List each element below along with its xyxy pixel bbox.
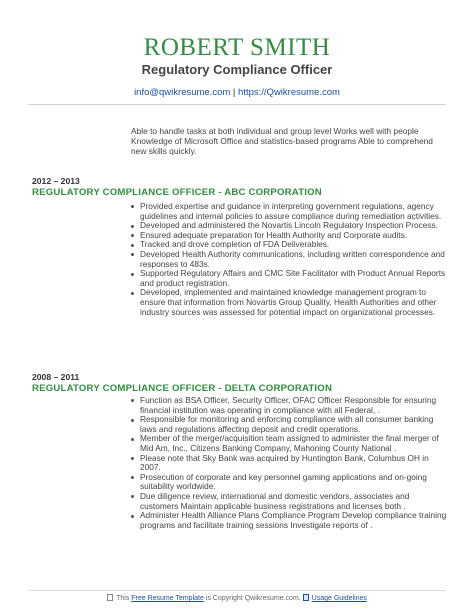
footer-prefix: This <box>116 595 132 602</box>
list-item: Tracked and drove completion of FDA Deliverables. <box>131 240 449 250</box>
list-item: Responsible for monitoring and enforcing compliance with all consumer banking laws and regulations affecting deposit and credit operations. <box>131 415 449 434</box>
footer <box>0 594 474 602</box>
document-icon <box>107 594 113 601</box>
candidate-name: ROBERT SMITH <box>143 34 331 61</box>
list-item: Administer Health Alliance Plans Compliance Program Develop compliance training programs and facilitate training sessions Investigate reports of . <box>131 511 449 530</box>
header-divider <box>28 104 446 105</box>
job-1-title: REGULATORY COMPLIANCE OFFICER - ABC CORPORATION <box>32 187 322 198</box>
job-headline: Regulatory Compliance Officer <box>141 62 333 77</box>
contact-line <box>0 87 474 98</box>
list-item: Please note that Sky Bank was acquired by Huntington Bank, Columbus OH in 2007. <box>131 454 449 473</box>
free-template-link[interactable]: Free Resume Template <box>131 595 204 602</box>
job-2-years: 2008 – 2011 <box>32 372 80 382</box>
footer-copyright: is Copyright Qwikresume.com. <box>203 595 303 602</box>
job-1-years: 2012 – 2013 <box>32 176 80 186</box>
list-item: Developed and administered the Novartis Lincoln Regulatory Inspection Process. <box>131 221 449 231</box>
list-item: Prosecution of corporate and key personnel gaming applications and on-going suitability worldwide. <box>131 473 449 492</box>
list-item: Developed Health Authority communications, including written correspondence and responses to 483s. <box>131 250 449 269</box>
usage-guidelines-link[interactable]: Usage Guidelines <box>311 595 367 602</box>
list-item: Due diligence review, international and domestic vendors, associates and customers Maintain applicable business registrations and licenses both . <box>131 492 449 511</box>
list-item: Supported Regulatory Affairs and CMC Site Facilitator with Product Annual Reports and product registration. <box>131 269 449 288</box>
guidelines-icon <box>303 594 309 601</box>
email-link[interactable]: info@qwikresume.com <box>134 87 231 98</box>
list-item: Member of the merger/acquisition team assigned to administer the final merger of Mid Am, Inc., Citizens Banking Company, Mahoning County National . <box>131 434 449 453</box>
list-item: Developed, implemented and maintained knowledge management program to ensure that information from Novartis Group Quality, Health Authorities and other industry sources was assessed for potential impact on organizational processes. <box>131 288 449 317</box>
list-item: Provided expertise and guidance in interpreting government regulations, agency guidelines and internal policies to assure compliance during remediation activities. <box>131 202 449 221</box>
list-item: Ensured adequate preparation for Health Authority and Corporate audits. <box>131 231 449 241</box>
footer-divider <box>28 590 446 591</box>
job-2-duties <box>131 396 449 530</box>
job-2-title: REGULATORY COMPLIANCE OFFICER - DELTA CORPORATION <box>32 383 333 394</box>
contact-separator: | <box>230 87 239 98</box>
website-link[interactable]: https://Qwikresume.com <box>238 87 340 98</box>
job-1-duties <box>131 202 449 317</box>
list-item: Function as BSA Officer, Security Officer, OFAC Officer Responsible for ensuring financial institution was operating in compliance with all Federal, . <box>131 396 449 415</box>
summary-text: Able to handle tasks at both individual and group level Works well with people Knowledge of Microsoft Office and statistics-based programs Able to comprehend new skills quickly. <box>131 126 433 157</box>
